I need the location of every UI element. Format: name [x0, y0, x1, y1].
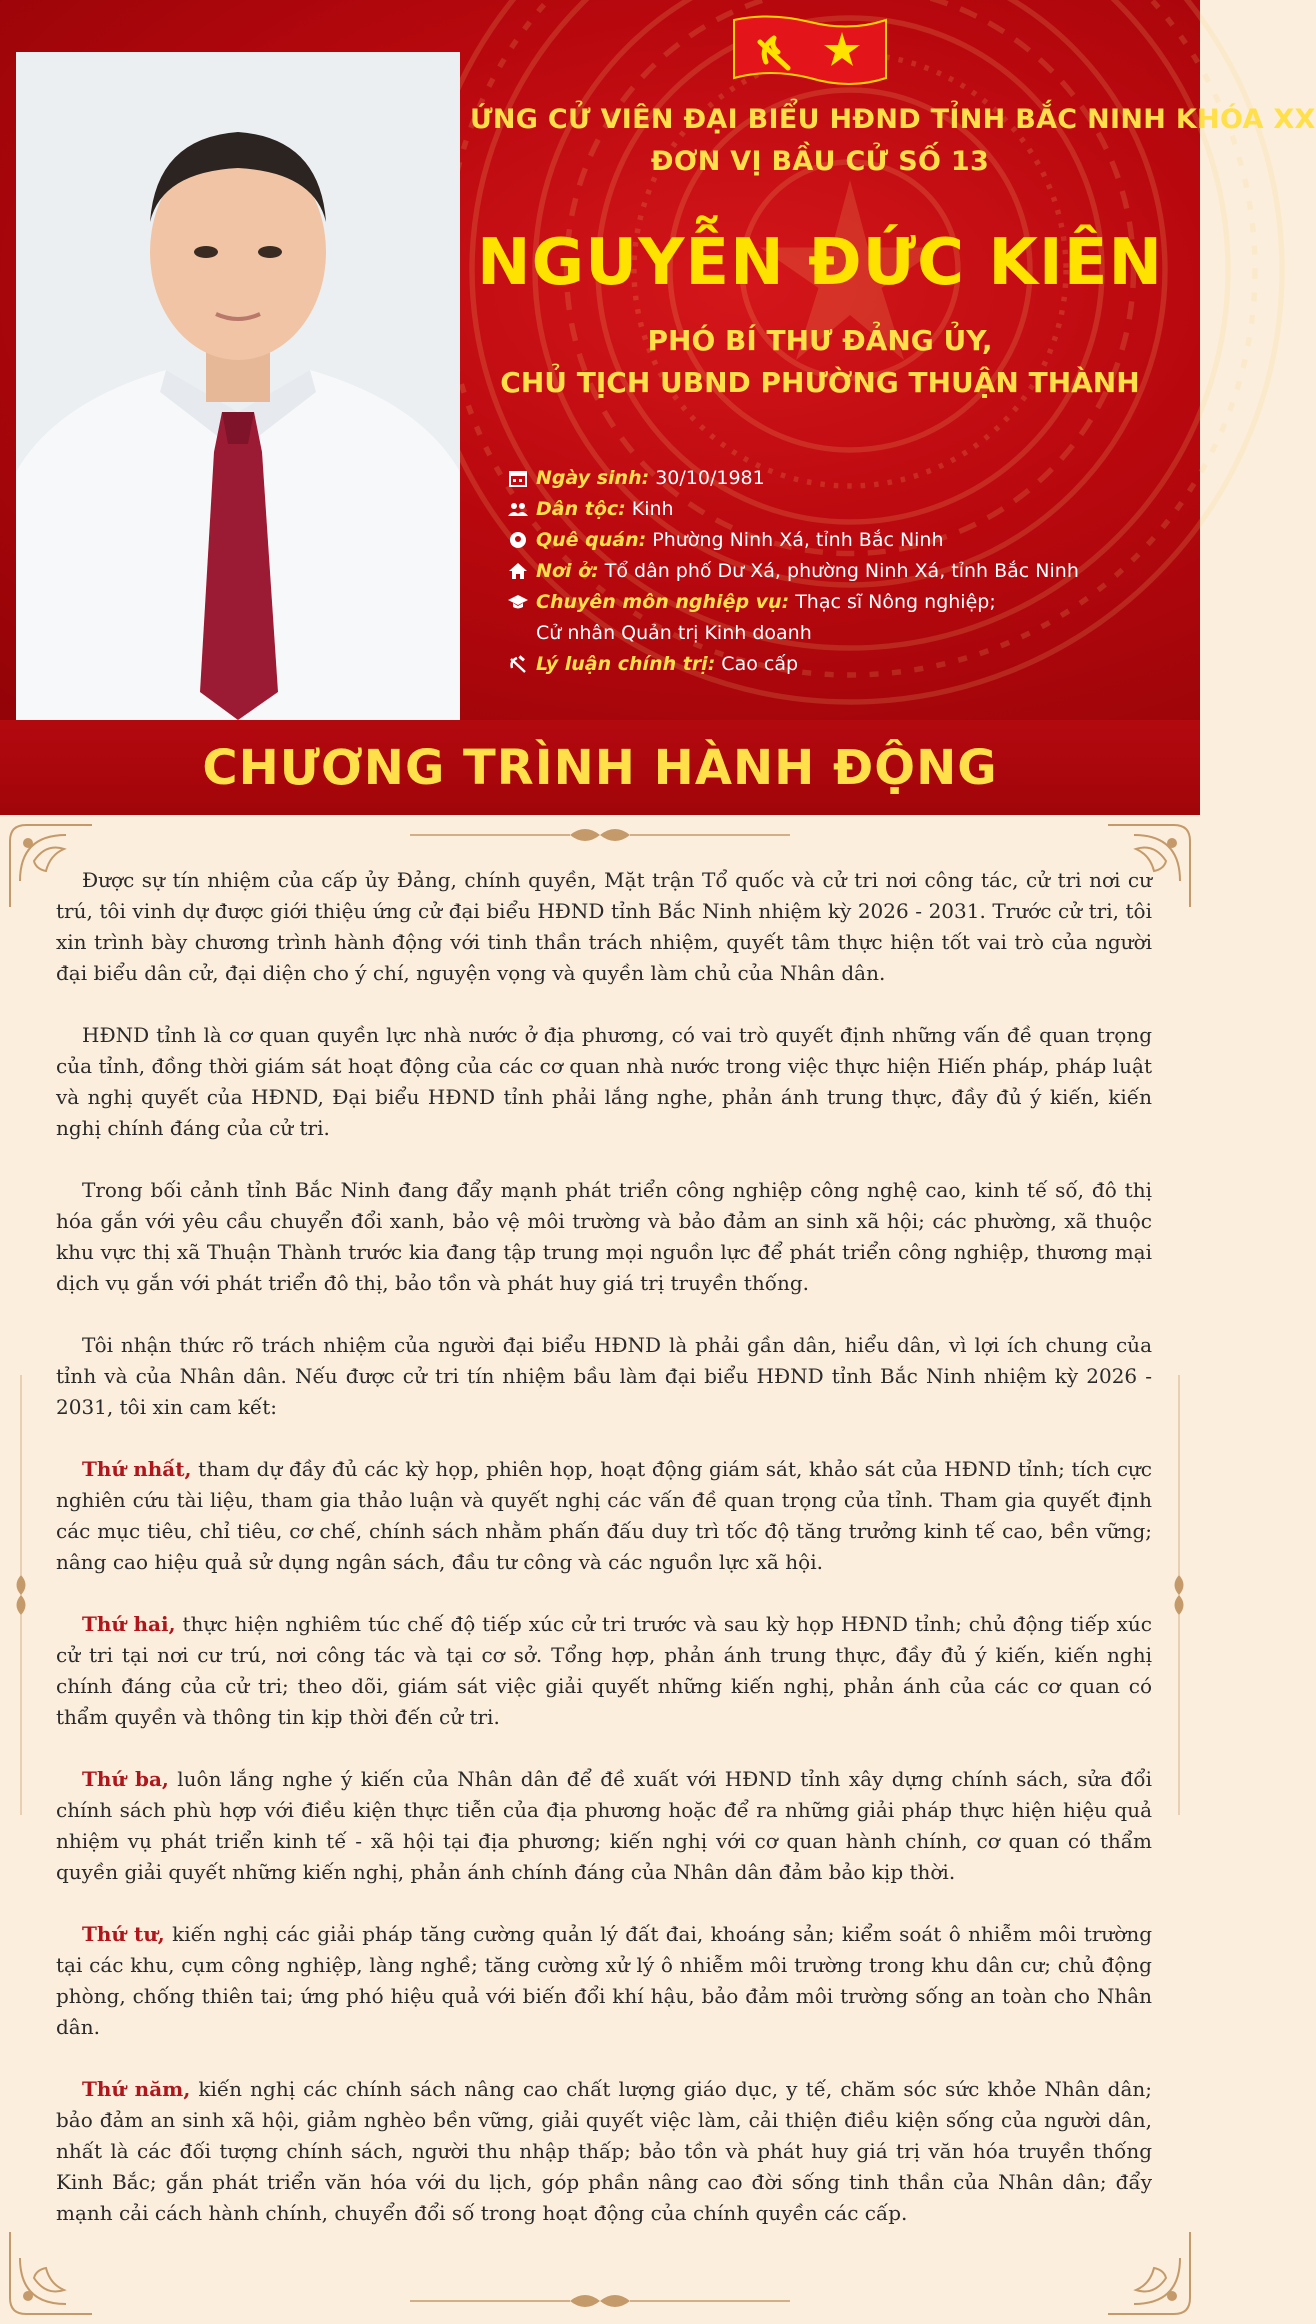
side-ornament-icon: [10, 1375, 32, 1815]
bottom-divider-ornament-icon: [400, 2289, 800, 2313]
info-value: 30/10/1981: [655, 466, 765, 489]
info-residence: [508, 555, 1188, 586]
calendar-icon: [508, 468, 528, 488]
info-value: Thạc sĩ Nông nghiệp;: [795, 590, 996, 613]
program-text: [56, 865, 1152, 2260]
commitment-lead: Thứ năm,: [82, 2077, 191, 2101]
people-icon: [508, 499, 528, 519]
info-label: Chuyên môn nghiệp vụ:: [536, 590, 790, 613]
info-label: Quê quán:: [536, 528, 647, 551]
commitment-5: [56, 2074, 1152, 2229]
intro-paragraph: HĐND tỉnh là cơ quan quyền lực nhà nước ở địa phương, có vai trò quyết định những vấn đề quan trọng của tỉnh, đồng thời giám sát hoạt động của các cơ quan nhà nước trong việc thực hiện Hiến pháp, pháp luật và nghị quyết của HĐND, Đại biểu HĐND tỉnh phải lắng nghe, phản ánh trung thực, đầy đủ ý kiến, kiến nghị chính đáng của cử tri.: [56, 1023, 1152, 1140]
info-education: [508, 586, 1188, 617]
commitment-text: kiến nghị các chính sách nâng cao chất lượng giáo dục, y tế, chăm sóc sức khỏe Nhân dân; bảo đảm an sinh xã hội, giảm nghèo bền vững, giải quyết việc làm, cải thiện điều kiện sống của người dân, nhất là các đối tượng chính sách, người thu nhập thấp; bảo tồn và phát huy giá trị văn hóa truyền thống Kinh Bắc; gắn phát triển văn hóa với du lịch, góp phần nâng cao đời sống tinh thần của Nhân dân; đẩy mạnh cải cách hành chính, chuyển đổi số trong hoạt động của chính quyền các cấp.: [56, 2077, 1152, 2225]
commitment-2: [56, 1609, 1152, 1733]
top-divider-ornament-icon: [400, 823, 800, 847]
candidate-info-list: [508, 462, 1188, 679]
commitment-1: [56, 1454, 1152, 1578]
info-label: Ngày sinh:: [536, 466, 650, 489]
commitment-lead: Thứ nhất,: [82, 1457, 192, 1481]
side-ornament-icon: [1168, 1375, 1190, 1815]
section-banner: [0, 720, 1200, 815]
commitment-4: [56, 1919, 1152, 2043]
info-education-cont: [508, 617, 1188, 648]
commitment-text: kiến nghị các giải pháp tăng cường quản lý đất đai, khoáng sản; kiểm soát ô nhiễm môi trường tại các khu, cụm công nghiệp, làng nghề; tăng cường xử lý ô nhiễm môi trường trong khu dân cư; chủ động phòng, chống thiên tai; ứng phó hiệu quả với biến đổi khí hậu, bảo đảm môi trường sống an toàn cho Nhân dân.: [56, 1922, 1153, 2039]
info-label: Nơi ở:: [536, 559, 599, 582]
info-hometown: [508, 524, 1188, 555]
commitment-lead: Thứ hai,: [82, 1612, 176, 1636]
commitment-lead: Thứ tư,: [82, 1922, 165, 1946]
intro-paragraph: Trong bối cảnh tỉnh Bắc Ninh đang đẩy mạnh phát triển công nghiệp công nghệ cao, kinh tế số, đô thị hóa gắn với yêu cầu chuyển đổi xanh, bảo vệ môi trường và bảo đảm an sinh xã hội; các phường, xã thuộc khu vực thị xã Thuận Thành trước kia đang tập trung mọi nguồn lực để phát triển công nghiệp, thương mại dịch vụ gắn với phát triển đô thị, bảo tồn và phát huy giá trị truyền thống.: [56, 1178, 1152, 1295]
info-value: Phường Ninh Xá, tỉnh Bắc Ninh: [652, 528, 944, 551]
constituency-label: ĐƠN VỊ BẦU CỬ SỐ 13: [650, 146, 990, 177]
commitment-text: tham dự đầy đủ các kỳ họp, phiên họp, hoạt động giám sát, khảo sát của HĐND tỉnh; tích cực nghiên cứu tài liệu, tham gia thảo luận và quyết nghị các vấn đề quan trọng của tỉnh. Tham gia quyết định các mục tiêu, chỉ tiêu, cơ chế, chính sách nhằm phấn đấu duy trì tốc độ tăng trưởng kinh tế cao, bền vững; nâng cao hiệu quả sử dụng ngân sách, đầu tư công và các nguồn lực xã hội.: [56, 1457, 1153, 1574]
candidate-portrait: [16, 52, 460, 720]
home-icon: [508, 561, 528, 581]
commitment-text: luôn lắng nghe ý kiến của Nhân dân để đề xuất với HĐND tỉnh xây dựng chính sách, sửa đổi chính sách phù hợp với điều kiện thực tiễn của địa phương hoặc để ra những giải pháp thực hiện hiệu quả nhiệm vụ phát triển kinh tế - xã hội tại địa phương; kiến nghị với cơ quan hành chính, cơ quan có thẩm quyền giải quyết những kiến nghị, phản ánh chính đáng của Nhân dân đảm bảo kịp thời.: [56, 1767, 1152, 1884]
position-line-1: PHÓ BÍ THƯ ĐẢNG ỦY,: [647, 324, 993, 357]
info-label: Dân tộc:: [536, 497, 626, 520]
hammer-sickle-icon: [508, 654, 528, 674]
candidate-name: NGUYỄN ĐỨC KIÊN: [477, 226, 1163, 300]
party-flag-icon: [730, 12, 890, 88]
location-pin-icon: [508, 530, 528, 550]
header: [0, 0, 1316, 720]
intro-paragraph: Tôi nhận thức rõ trách nhiệm của người đại biểu HĐND là phải gần dân, hiểu dân, vì lợi ích chung của tỉnh và của Nhân dân. Nếu được cử tri tín nhiệm bầu làm đại biểu HĐND tỉnh Bắc Ninh nhiệm kỳ 2026 - 2031, tôi xin cam kết:: [56, 1333, 1152, 1419]
action-program-body: [0, 815, 1200, 2324]
info-value: Kinh: [631, 497, 674, 520]
info-value: Cử nhân Quản trị Kinh doanh: [536, 621, 812, 644]
position-line-2: CHỦ TỊCH UBND PHƯỜNG THUẬN THÀNH: [500, 366, 1140, 399]
info-birthdate: [508, 462, 1188, 493]
info-ethnicity: [508, 493, 1188, 524]
intro-paragraph: Được sự tín nhiệm của cấp ủy Đảng, chính quyền, Mặt trận Tổ quốc và cử tri nơi công tác, cử tri nơi cư trú, tôi vinh dự được giới thiệu ứng cử đại biểu HĐND tỉnh Bắc Ninh nhiệm kỳ 2026 - 2031. Trước cử tri, tôi xin trình bày chương trình hành động với tinh thần trách nhiệm, quyết tâm thực hiện tốt vai trò của người đại biểu dân cử, đại diện cho ý chí, nguyện vọng và quyền làm chủ của Nhân dân.: [56, 868, 1152, 985]
graduation-cap-icon: [508, 592, 528, 612]
election-title: ỨNG CỬ VIÊN ĐẠI BIỂU HĐND TỈNH BẮC NINH KHÓA XX: [470, 104, 1316, 135]
commitment-text: thực hiện nghiêm túc chế độ tiếp xúc cử tri trước và sau kỳ họp HĐND tỉnh; chủ động tiếp xúc cử tri tại nơi cư trú, nơi công tác và tại cơ sở. Tổng hợp, phản ánh trung thực, đầy đủ ý kiến, kiến nghị chính đáng của cử tri; theo dõi, giám sát việc giải quyết những kiến nghị, phản ánh của các cơ quan có thẩm quyền và thông tin kịp thời đến cử tri.: [56, 1612, 1152, 1729]
info-label: Lý luận chính trị:: [536, 652, 716, 675]
info-value: Cao cấp: [721, 652, 799, 675]
info-value: Tổ dân phố Dư Xá, phường Ninh Xá, tỉnh Bắc Ninh: [604, 559, 1079, 582]
commitment-3: [56, 1764, 1152, 1888]
info-political-theory: [508, 648, 1188, 679]
section-title: CHƯƠNG TRÌNH HÀNH ĐỘNG: [202, 739, 998, 796]
commitment-lead: Thứ ba,: [82, 1767, 169, 1791]
